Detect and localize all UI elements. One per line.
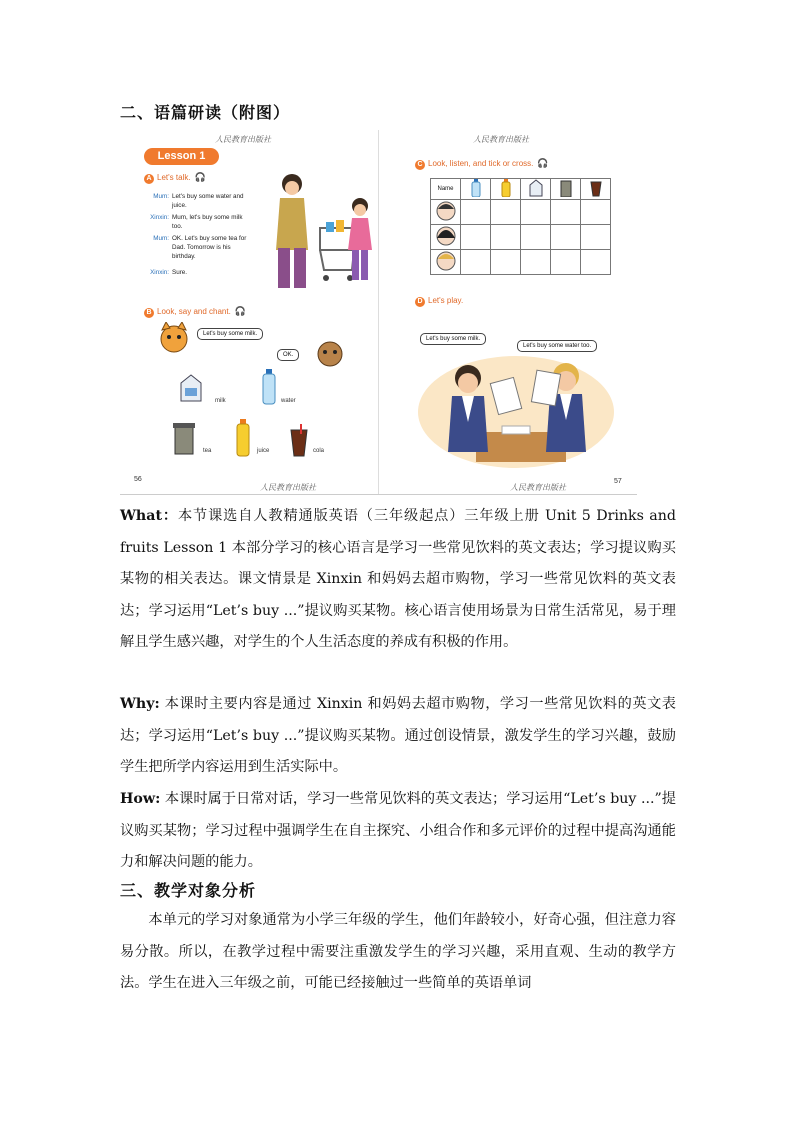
section-2-heading: 二、语篇研读（附图） xyxy=(120,103,291,122)
monkey-character xyxy=(313,338,347,370)
publisher-mark-right-bottom: 人民教育出版社 xyxy=(510,483,566,492)
section-b-title: B Look, say and chant. 🎧 xyxy=(144,306,246,318)
headphones-icon: 🎧 xyxy=(537,158,549,168)
page-number-right: 57 xyxy=(614,478,622,485)
headphones-icon: 🎧 xyxy=(194,172,206,182)
label-milk: milk xyxy=(215,398,226,404)
section-a-title: A Let's talk. 🎧 xyxy=(144,172,206,184)
dialogue-line-4: Xinxin: Sure. xyxy=(150,269,188,276)
shopping-illustration xyxy=(260,170,380,300)
why-paragraph xyxy=(120,689,676,784)
water-bottle-icon xyxy=(461,179,491,200)
tea-can-icon xyxy=(551,179,581,200)
section-d-title: D Let's play. xyxy=(415,296,463,307)
why-label: Why: xyxy=(120,696,160,712)
speech-bubble-milk-right: Let's buy some milk. xyxy=(420,333,486,345)
headphones-icon: 🎧 xyxy=(234,306,247,316)
tea-can-icon xyxy=(170,422,200,458)
label-water: water xyxy=(281,398,296,404)
publisher-mark-right: 人民教育出版社 xyxy=(473,135,529,144)
what-text: 本节课选自人教精通版英语（三年级起点）三年级上册 Unit 5 Drinks and fruits Lesson 1 本部分学习的核心语言是学习一些常见饮料的英文表达；学习提议购买某物的相关表达。课文情景是 Xinxin 和妈妈去超市购物，学习一些常见饮料的英文表达；学习运用“Let’s buy ...”提议购买某物。核心语言使用场景为日常生活常见，易于理解且学生感兴趣，对学生的个人生活态度的养成有积极的作用。 xyxy=(120,508,676,650)
page-divider xyxy=(378,130,379,494)
cat-character xyxy=(154,322,194,354)
cola-cup-icon xyxy=(288,424,310,458)
label-juice: juice xyxy=(257,448,270,454)
boy-avatar xyxy=(431,200,461,225)
publisher-mark-left-bottom: 人民教育出版社 xyxy=(260,483,316,492)
play-illustration xyxy=(416,352,616,470)
how-paragraph xyxy=(120,784,676,879)
girl-avatar xyxy=(431,225,461,250)
why-text: 本课时主要内容是通过 Xinxin 和妈妈去超市购物，学习一些常见饮料的英文表达；学习运用“Let’s buy ...”提议购买某物。通过创设情景，激发学生的学习兴趣，鼓励学生把所学内容运用到生活实际中。 xyxy=(120,696,676,775)
section-c-title: C Look, listen, and tick or cross. 🎧 xyxy=(415,158,549,170)
speech-bubble-ok: OK. xyxy=(277,349,299,361)
what-paragraph xyxy=(120,501,676,659)
table-row xyxy=(431,200,611,225)
table-row xyxy=(431,225,611,250)
how-text: 本课时属于日常对话，学习一些常见饮料的英文表达；学习运用“Let’s buy ...”提议购买某物；学习过程中强调学生在自主探究、小组合作和多元评价的过程中提高沟通能力和解决问题的能力。 xyxy=(120,791,676,870)
dialogue-line-1: Mum: Let's buy some water and juice. xyxy=(153,193,244,209)
page-number-left: 56 xyxy=(134,476,142,483)
milk-carton-icon xyxy=(176,373,206,403)
juice-bottle-icon xyxy=(491,179,521,200)
what-label: What： xyxy=(120,508,178,524)
dialogue-line-3: Mum: OK. Let's buy some tea for Dad. Tomorrow is his birthday. xyxy=(153,235,247,260)
milk-carton-icon xyxy=(521,179,551,200)
speech-bubble-water: Let's buy some water too. xyxy=(517,340,597,352)
how-label: How: xyxy=(120,791,161,807)
label-tea: tea xyxy=(203,448,212,454)
table-row xyxy=(431,250,611,275)
dialogue-line-2: Xinxin: Mum, let's buy some milk too. xyxy=(150,214,243,230)
blond-boy-avatar xyxy=(431,250,461,275)
speech-bubble-milk: Let's buy some milk. xyxy=(197,328,263,340)
lesson-pill: Lesson 1 xyxy=(144,148,219,165)
water-bottle-icon xyxy=(259,368,279,406)
learner-analysis-paragraph: 本单元的学习对象通常为小学三年级的学生，他们年龄较小，好奇心强，但注意力容易分散。所以，在教学过程中需要注重激发学生的学习兴趣，采用直观、生动的教学方法。学生在进入三年级之前，可能已经接触过一些简单的英语单词 xyxy=(120,912,676,991)
label-cola: cola xyxy=(313,448,325,454)
publisher-mark-left: 人民教育出版社 xyxy=(215,135,271,144)
juice-bottle-icon xyxy=(234,418,252,458)
section-3-heading: 三、教学对象分析 xyxy=(120,881,257,900)
table-header-name: Name xyxy=(431,179,461,200)
tick-cross-table xyxy=(430,178,611,275)
textbook-spread xyxy=(120,130,637,495)
cola-cup-icon xyxy=(581,179,611,200)
